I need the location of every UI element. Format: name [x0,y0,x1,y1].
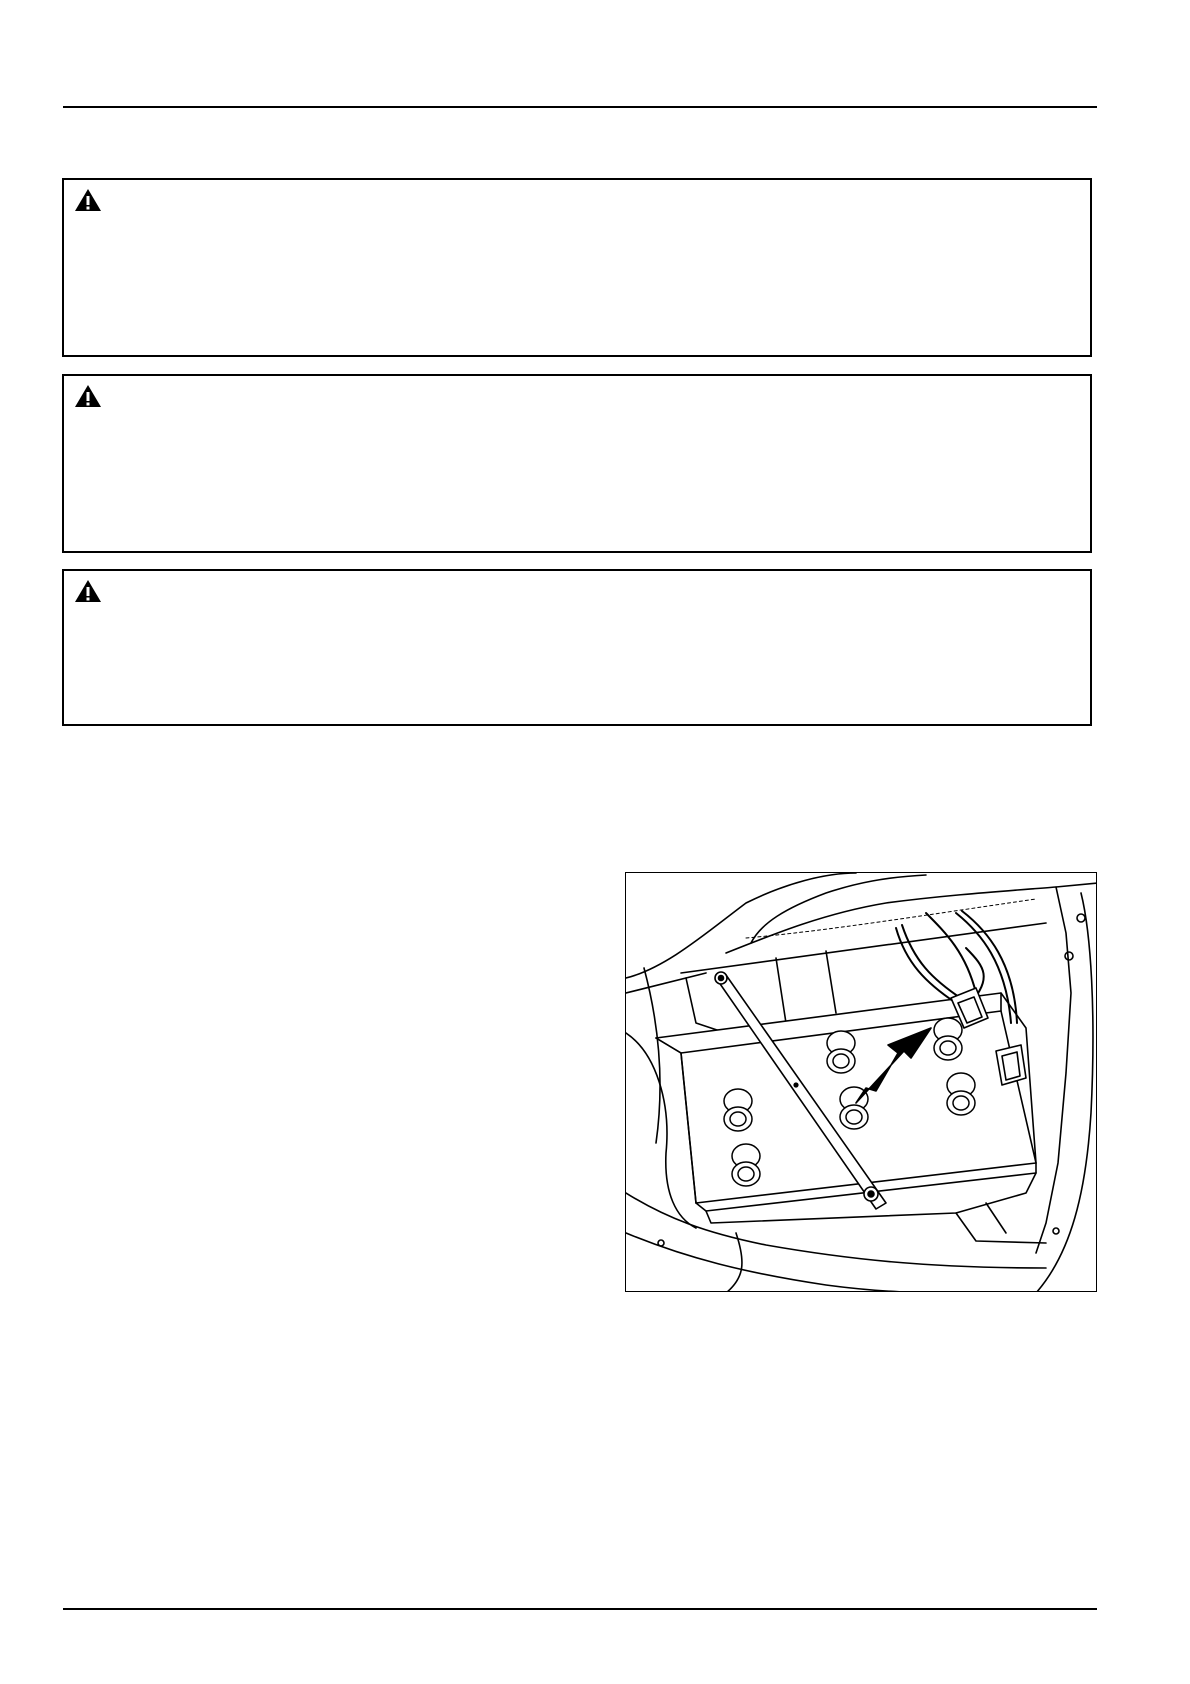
warning-triangle-icon [74,384,102,408]
footer-rule [63,1608,1097,1610]
battery-compartment-illustration [625,872,1097,1292]
warning-box-1 [62,178,1092,357]
warning-triangle-icon [74,188,102,212]
header-rule [63,106,1097,108]
warning-triangle-icon [74,579,102,603]
warning-box-2 [62,374,1092,553]
warning-box-3 [62,569,1092,726]
